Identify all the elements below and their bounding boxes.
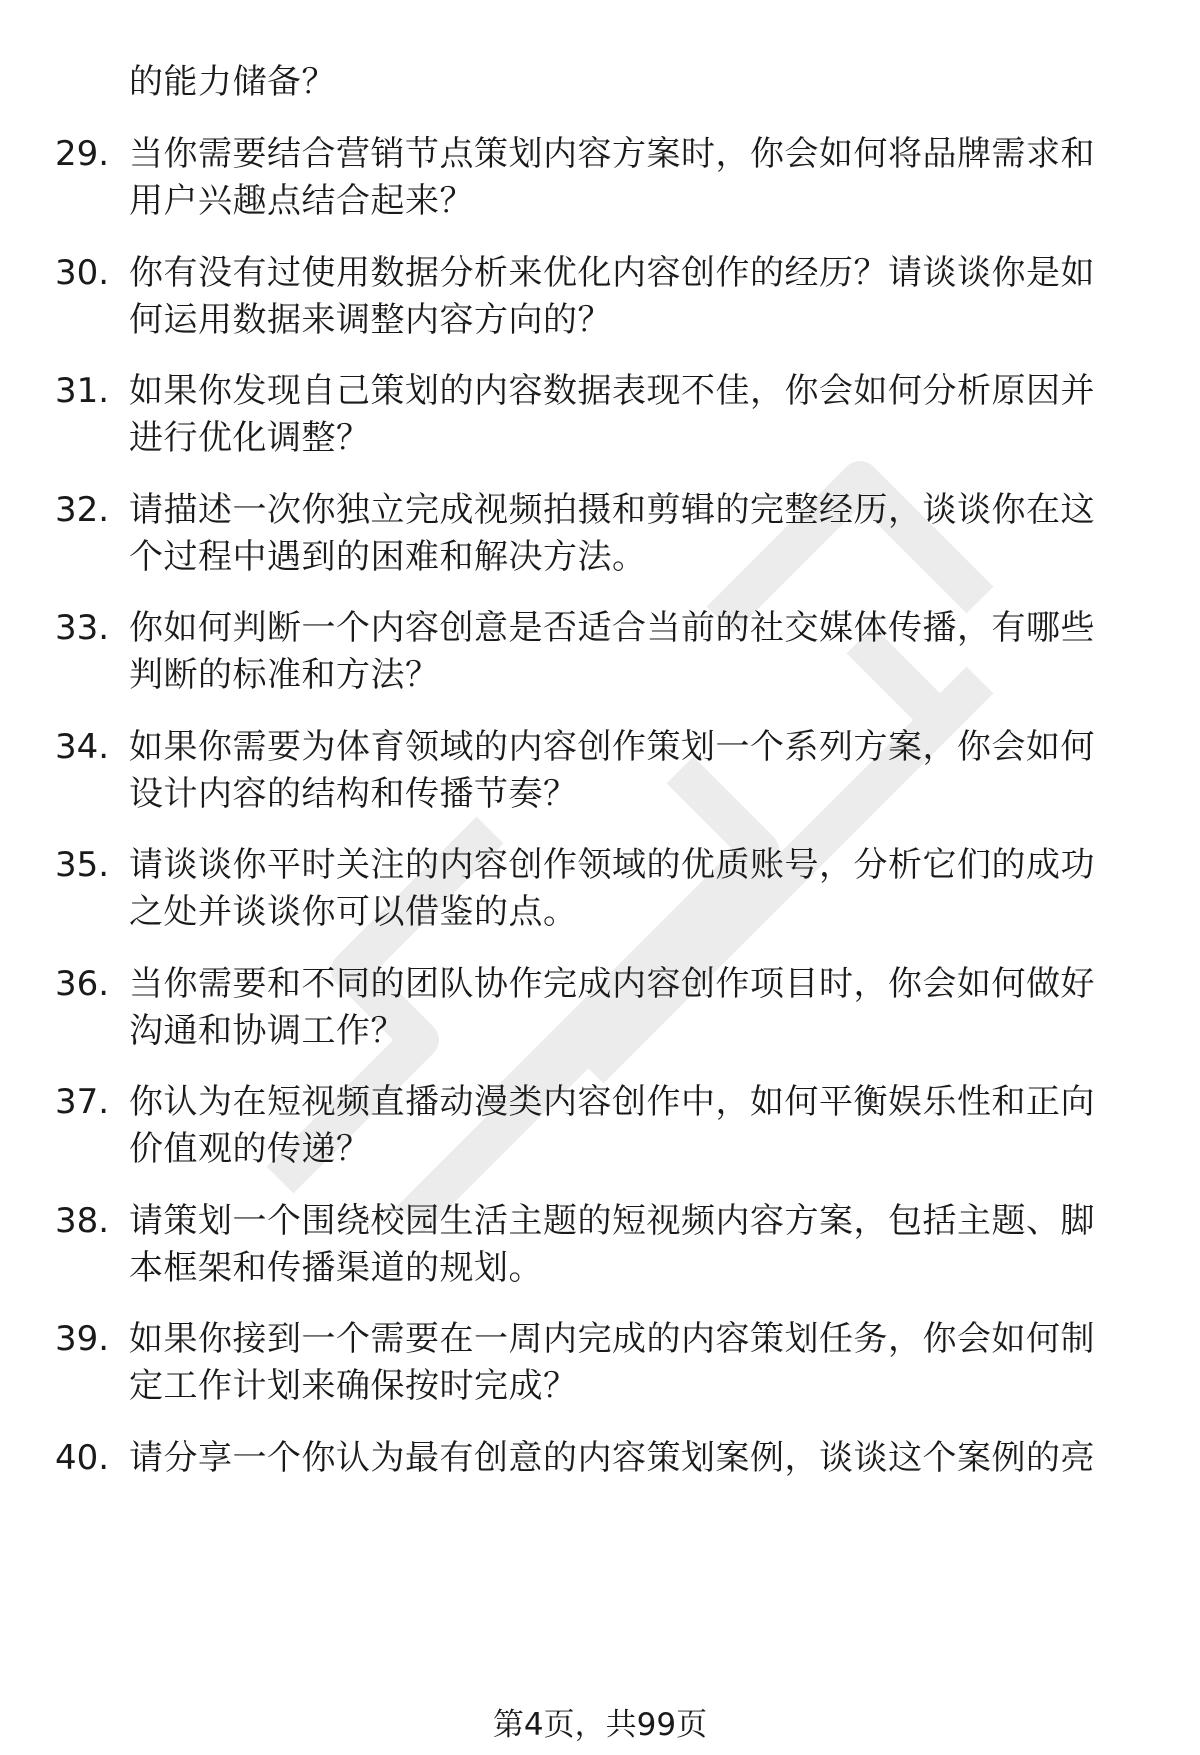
question-text-line: 进行优化调整？	[129, 418, 371, 458]
question-number: 35.	[55, 845, 110, 885]
question-item	[0, 1078, 1200, 1178]
question-number: 31.	[55, 371, 110, 411]
question-text-line: 你如何判断一个内容创意是否适合当前的社交媒体传播，有哪些	[129, 608, 1095, 648]
question-item	[0, 130, 1200, 230]
question-text-line: 当你需要结合营销节点策划内容方案时，你会如何将品牌需求和	[129, 134, 1095, 174]
question-number: 38.	[55, 1201, 110, 1241]
question-text-line: 如果你需要为体育领域的内容创作策划一个系列方案，你会如何	[129, 727, 1095, 767]
question-number: 37.	[55, 1082, 110, 1122]
question-number: 36.	[55, 964, 110, 1004]
question-text-line: 如果你发现自己策划的内容数据表现不佳，你会如何分析原因并	[129, 371, 1095, 411]
page-number-footer: 第4页，共99页	[492, 1707, 708, 1743]
question-item	[0, 841, 1200, 941]
question-text-line: 你有没有过使用数据分析来优化内容创作的经历？请谈谈你是如	[129, 253, 1095, 293]
question-item	[0, 604, 1200, 704]
question-number: 33.	[55, 608, 110, 648]
question-number: 29.	[55, 134, 110, 174]
question-item	[0, 1197, 1200, 1297]
question-number: 40.	[55, 1438, 110, 1478]
question-text-line: 请分享一个你认为最有创意的内容策划案例，谈谈这个案例的亮	[129, 1438, 1095, 1478]
question-text-line: 之处并谈谈你可以借鉴的点。	[129, 892, 578, 932]
question-text-line: 如果你接到一个需要在一周内完成的内容策划任务，你会如何制	[129, 1319, 1095, 1359]
question-text-line: 沟通和协调工作？	[129, 1011, 405, 1051]
question-text-line: 请描述一次你独立完成视频拍摄和剪辑的完整经历，谈谈你在这	[129, 490, 1095, 530]
question-text-line: 用户兴趣点结合起来？	[129, 181, 474, 221]
question-text-line: 当你需要和不同的团队协作完成内容创作项目时，你会如何做好	[129, 964, 1095, 1004]
question-number: 30.	[55, 253, 110, 293]
question-item	[0, 1315, 1200, 1415]
question-number: 32.	[55, 490, 110, 530]
question-item	[0, 960, 1200, 1060]
question-item	[0, 723, 1200, 823]
question-text-line: 判断的标准和方法？	[129, 655, 440, 695]
question-text-line: 设计内容的结构和传播节奏？	[129, 774, 578, 814]
question-item	[0, 486, 1200, 586]
question-text-line: 定工作计划来确保按时完成？	[129, 1366, 578, 1406]
question-item	[0, 367, 1200, 467]
question-text-line: 价值观的传递？	[129, 1129, 371, 1169]
question-text-line: 个过程中遇到的困难和解决方法。	[129, 537, 647, 577]
question-text-line: 请策划一个围绕校园生活主题的短视频内容方案，包括主题、脚	[129, 1201, 1095, 1241]
question-item	[0, 249, 1200, 349]
question-text-line: 请谈谈你平时关注的内容创作领域的优质账号，分析它们的成功	[129, 845, 1095, 885]
continuation-text: 的能力储备？	[129, 62, 336, 102]
question-number: 34.	[55, 727, 110, 767]
question-item	[0, 1434, 1200, 1534]
question-text-line: 本框架和传播渠道的规划。	[129, 1248, 543, 1288]
question-text-line: 你认为在短视频直播动漫类内容创作中，如何平衡娱乐性和正向	[129, 1082, 1095, 1122]
question-number: 39.	[55, 1319, 110, 1359]
question-text-line: 何运用数据来调整内容方向的？	[129, 300, 612, 340]
